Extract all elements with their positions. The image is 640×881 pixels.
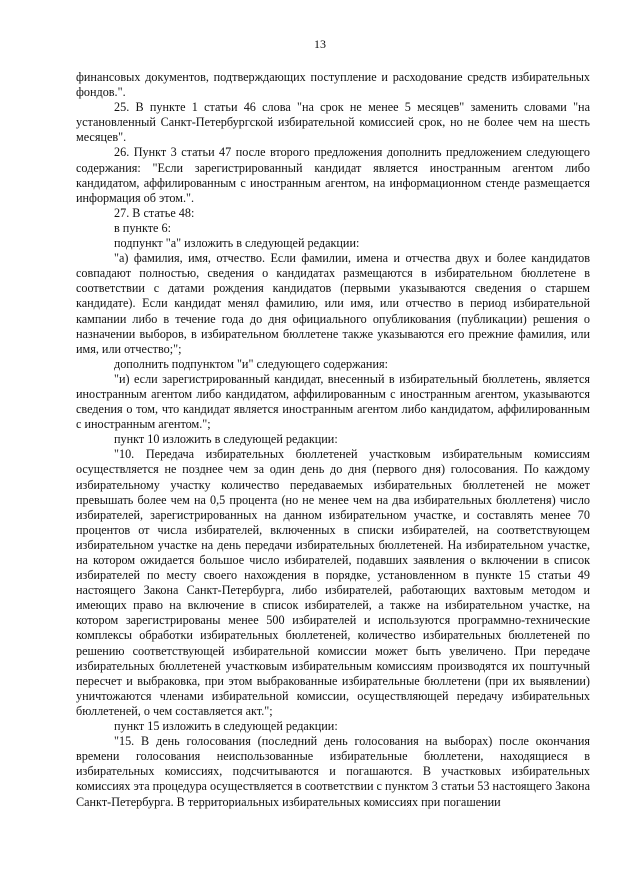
paragraph: пункт 10 изложить в следующей редакции: <box>114 432 338 447</box>
paragraph: подпункт "а" изложить в следующей редакции: <box>114 236 360 251</box>
paragraph: дополнить подпунктом "и" следующего содержания: <box>114 356 388 371</box>
page-number: 13 <box>314 37 326 51</box>
paragraph: "15. В день голосования (последний день голосования на выборах) после окончания времени голосования неиспользованные избирательные бюллетени, находящиеся в избирательных комиссиях, подсчитываются и погашаются. В участковых избирательных комиссиях эта процедура осуществляется в соответствии с пунктом 3 статьи 53 настоящего Закона Санкт-Петербурга. В территориальных избирательных комиссиях при погашении <box>76 734 590 809</box>
paragraph: 26. Пункт 3 статьи 47 после второго предложения дополнить предложением следующего содержания: "Если зарегистрированный кандидат является иностранным агентом либо кандидатом, аффилированным с иностранным агентом, на информационном стенде размещается информация об этом.". <box>76 145 590 205</box>
paragraph: "10. Передача избирательных бюллетеней участковым избирательным комиссиям осуществляется не позднее чем за один день до дня (первого дня) голосования. По каждому избирательному участку количество передаваемых избирательных бюллетеней не может превышать более чем на 0,5 процента (но не менее чем на два избирательных бюллетеня) число избирателей, зарегистрированных на данном избирательном участке, и составлять менее 70 процентов от числа избирателей, включенных в списки избирателей, на соответствующем избирательном участке на день передачи избирательных бюллетеней. На избирательном участке, на котором ожидается большое число избирателей, подавших заявления о включении в список избирателей по месту своего нахождения в порядке, установленном в пункте 15 статьи 49 настоящего Закона Санкт-Петербурга, либо избирателей, работающих вахтовым методом и имеющих право на включение в список избирателей, а также на избирательном участке, на котором зарегистрированы менее 500 избирателей и используются программно-технические комплексы обработки избирательных бюллетеней, количество избирательных бюллетеней по решению соответствующей избирательной комиссии может быть увеличено. При передаче избирательных бюллетеней участковым избирательным комиссиям производятся их поштучный пересчет и выбраковка, при этом выбракованные избирательные бюллетени (при их выявлении) уничтожаются членами избирательной комиссии, осуществляющей передачу избирательных бюллетеней, о чем составляется акт."; <box>76 447 590 718</box>
paragraph: 25. В пункте 1 статьи 46 слова "на срок не менее 5 месяцев" заменить словами "на установленный Санкт-Петербургской избирательной комиссией срок, но не более чем на шесть месяцев". <box>76 100 590 145</box>
paragraph: "а) фамилия, имя, отчество. Если фамилии, имена и отчества двух и более кандидатов совпадают полностью, сведения о кандидатах размещаются в избирательном бюллетене в соответствии с датами рождения кандидатов (первыми указываются сведения о старшем кандидате). Если кандидат менял фамилию, или имя, или отчество в период избирательной кампании либо в течение года до дня официального опубликования (публикации) решения о назначении выборов, в избирательном бюллетене также указываются его прежние фамилия, или имя, или отчество;"; <box>76 251 590 356</box>
paragraph: пункт 15 изложить в следующей редакции: <box>114 719 338 734</box>
paragraph: 27. В статье 48: <box>114 205 195 220</box>
paragraph: "и) если зарегистрированный кандидат, внесенный в избирательный бюллетень, является иностранным агентом либо кандидатом, аффилированным с иностранным агентом, указываются сведения о том, что кандидат является иностранным агентом либо кандидатом, аффилированным с иностранным агентом."; <box>76 371 590 432</box>
paragraph: финансовых документов, подтверждающих поступление и расходование средств избирательных фондов.". <box>76 70 590 100</box>
paragraph: в пункте 6: <box>114 220 171 235</box>
document-body <box>76 70 590 810</box>
